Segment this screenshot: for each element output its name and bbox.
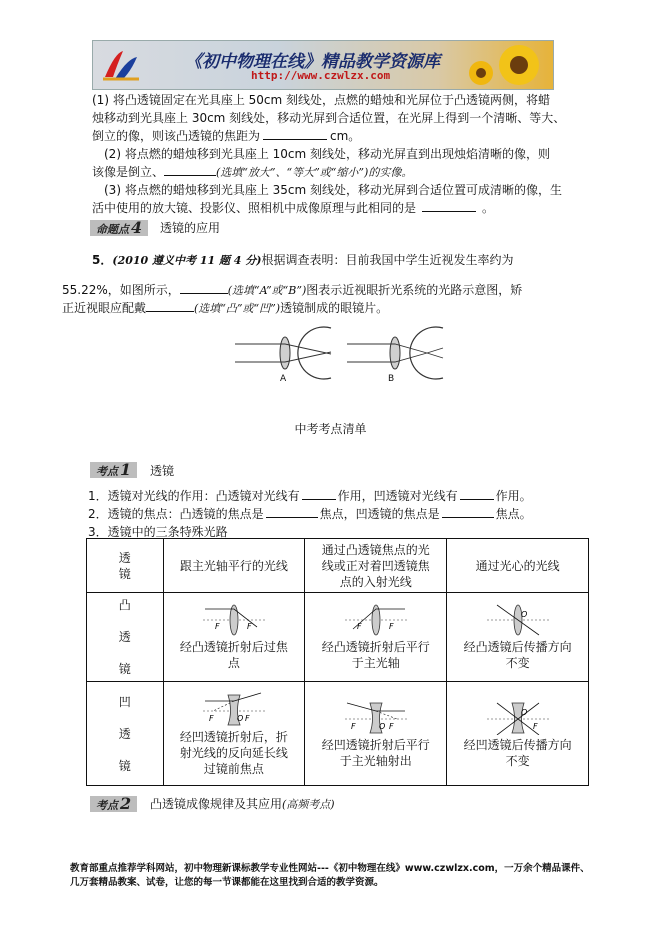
exp-p1-text: 倒立的像，则该凸透镜的焦距为: [92, 129, 261, 143]
focus-letter-left: F: [208, 713, 214, 723]
answer-blank-myopia-diagram[interactable]: [180, 281, 228, 294]
kp1-item-1-text-c: 作用。: [495, 489, 532, 503]
table-row-concave: [87, 682, 589, 786]
key-point-2-tag: (高频考点): [282, 798, 335, 811]
concave-focal-ray-diagram: [345, 699, 407, 735]
exp-p3-end: 。: [482, 201, 495, 215]
concave-label-1: 凹: [118, 694, 131, 709]
concave-focal-cell: [305, 682, 447, 786]
focus-letter-right: F: [244, 713, 250, 723]
focus-letter-left: F: [350, 721, 356, 731]
question-5-hint2: (选填“凸”或“凹”): [194, 302, 281, 315]
center-letter: O: [520, 707, 527, 717]
topic-badge-number: 4: [131, 218, 143, 237]
banner-title: 《初中物理在线》精品教学资源库: [185, 52, 440, 72]
convex-parallel-ray-diagram: [203, 603, 265, 637]
exp-p3-line2: [92, 199, 494, 217]
banner-url[interactable]: http://www.czwlzx.com: [251, 69, 391, 82]
answer-blank-convex-focus[interactable]: [266, 505, 318, 518]
question-5-text3a: 正近视眼应配戴: [62, 301, 147, 315]
convex-center-ray-diagram: [487, 603, 549, 637]
footer-line-2: 几万套精品教案、试卷，让您的每一节课都能在这里找到合适的教学资源。: [70, 877, 384, 888]
answer-blank-lens-type[interactable]: [146, 299, 194, 312]
exp-p2-hint: (选填“放大”、“等大”或“缩小”)的实像。: [216, 166, 413, 179]
header-focal-ray-line-3: 点的入射光线: [339, 574, 412, 589]
convex-lens-label: [87, 593, 164, 682]
concave-focal-desc-1: 经凹透镜折射后平行: [321, 737, 430, 752]
concave-center-desc-1: 经凹透镜后传播方向: [463, 737, 572, 752]
convex-center-desc-1: 经凸透镜后传播方向: [463, 640, 572, 654]
concave-parallel-desc-1: 经凹透镜折射后，折: [179, 729, 288, 744]
header-center-ray: 通过光心的光线: [447, 539, 589, 593]
exp-p2-line2: [92, 163, 412, 182]
topic-4-title: 透镜的应用: [160, 221, 221, 235]
concave-center-ray-diagram: [487, 699, 549, 735]
header-banner: [92, 40, 554, 90]
concave-lens-label: [87, 682, 164, 786]
exp-p1-line1: (1) 将凸透镜固定在光具座上 50cm 刻线处，点燃的蜡烛和光屏位于凸透镜两侧，将蜡: [92, 93, 551, 107]
kp1-item-3: 3．透镜中的三条特殊光路: [88, 525, 228, 539]
convex-parallel-cell: [163, 593, 305, 682]
exp-p2-line1: (2) 将点燃的蜡烛移到光具座上 10cm 刻线处，移动光屏直到出现烛焰清晰的像，则: [104, 147, 551, 161]
kp1-item-1: [88, 487, 532, 505]
convex-label-1: 凸: [118, 598, 131, 612]
header-lens-cell: [87, 539, 164, 593]
convex-center-cell: [447, 593, 589, 682]
kp1-item-2-text-a: 2．透镜的焦点：凸透镜的焦点是: [88, 507, 264, 521]
concave-center-cell: [447, 682, 589, 786]
answer-blank-image-size[interactable]: [164, 163, 216, 176]
kp1-item-2-text-c: 焦点。: [495, 507, 532, 521]
header-focal-ray-line-2: 线或正对着凹透镜焦: [321, 558, 430, 573]
key-point-2-title: [150, 795, 335, 814]
exp-p1-end: cm。: [330, 129, 361, 143]
convex-focal-desc-1: 经凸透镜折射后平行: [321, 640, 430, 654]
key-point-badge-2: [90, 796, 137, 812]
topic-badge-4: [90, 220, 148, 236]
question-source: (2010 遵义中考 11 题 4 分): [112, 254, 262, 267]
header-lens-text-2: 镜: [118, 566, 131, 581]
answer-blank-concave-focus[interactable]: [442, 505, 494, 518]
key-point-number: 2: [120, 794, 132, 813]
question-5-text2a: 55.22%，如图所示，: [62, 283, 180, 297]
exp-p3-line1: (3) 将点燃的蜡烛移到光具座上 35cm 刻线处，移动光屏到合适位置可成清晰的像，生: [104, 183, 563, 197]
focus-letter-right: F: [388, 622, 394, 631]
convex-focal-cell: [305, 593, 447, 682]
table-header-row: [87, 539, 589, 593]
center-letter: O: [236, 713, 244, 723]
page-footer: [70, 862, 590, 890]
convex-label-3: 镜: [118, 662, 131, 676]
question-5-text3b: 透镜制成的眼镜片。: [280, 301, 389, 315]
answer-blank-application[interactable]: [422, 199, 476, 212]
convex-parallel-desc-1: 经凸透镜折射后过焦: [179, 640, 288, 654]
question-5-text1: 根据调查表明：目前我国中学生近视发生率约为: [261, 253, 514, 267]
concave-label-3: 镜: [118, 758, 131, 773]
section-title: 中考考点清单: [294, 422, 367, 436]
footer-line-1: 教育部重点推荐学科网站，初中物理新课标教学专业性网站---《初中物理在线》www.czwlzx.com，一万余个精品课件、: [70, 863, 590, 874]
concave-parallel-desc-3: 过镜前焦点: [203, 761, 264, 776]
convex-center-desc-2: 不变: [505, 656, 530, 670]
kp1-item-2: [88, 505, 532, 523]
header-focal-ray: [305, 539, 447, 593]
convex-label-2: 透: [118, 630, 131, 644]
diagram-label-b: B: [388, 374, 395, 384]
convex-focal-desc-2: 于主光轴: [351, 656, 400, 670]
question-number: 5．: [92, 253, 113, 267]
concave-parallel-ray-diagram: [203, 691, 265, 727]
concave-center-desc-2: 不变: [505, 753, 530, 768]
topic-badge-label: 命题点: [96, 223, 129, 236]
answer-blank-convex-effect[interactable]: [302, 487, 336, 500]
convex-focal-ray-diagram: [345, 603, 407, 637]
answer-blank-focal-length[interactable]: [263, 127, 327, 140]
header-lens-text-1: 透: [118, 550, 131, 565]
key-point-label: 考点: [96, 799, 118, 812]
question-5-line3: [62, 299, 388, 318]
focus-letter-left: F: [356, 622, 362, 631]
key-point-2-text: 凸透镜成像规律及其应用: [150, 797, 283, 811]
question-5-text2b: 图表示近视眼折光系统的光路示意图，矫: [306, 283, 523, 297]
exp-p1-line3: [92, 127, 360, 145]
focus-letter-right: F: [532, 721, 538, 731]
key-point-number: 1: [120, 460, 132, 479]
answer-blank-concave-effect[interactable]: [460, 487, 494, 500]
focus-letter-left: F: [214, 622, 220, 631]
key-point-label: 考点: [96, 465, 118, 478]
question-5-line1: [92, 251, 514, 270]
exp-p3-text: 活中使用的放大镜、投影仪、照相机中成像原理与此相同的是: [92, 201, 417, 215]
sunflower-icon: [459, 43, 549, 87]
center-letter: O: [520, 610, 527, 619]
table-row-convex: [87, 593, 589, 682]
focus-letter-right: F: [246, 622, 252, 631]
concave-parallel-cell: [163, 682, 305, 786]
kp1-item-2-text-b: 焦点，凹透镜的焦点是: [319, 507, 440, 521]
question-5-hint1: (选填“A”或“B”): [227, 284, 307, 297]
eye-diagrams: [235, 322, 455, 384]
exp-p2-text: 该像是倒立、: [92, 165, 165, 179]
header-parallel-ray: 跟主光轴平行的光线: [163, 539, 305, 593]
key-point-1-title: 透镜: [150, 464, 175, 478]
site-logo-icon: [101, 47, 141, 83]
center-letter: O: [378, 721, 386, 731]
diagram-label-a: A: [280, 374, 287, 384]
header-focal-ray-line-1: 通过凸透镜焦点的光: [321, 542, 430, 557]
concave-label-2: 透: [118, 726, 131, 741]
exp-p1-line2: 烛移动到光具座上 30cm 刻线处，移动光屏到合适位置，在光屏上得到一个清晰、等大、: [92, 111, 566, 125]
kp1-item-1-text-a: 1．透镜对光线的作用：凸透镜对光线有: [88, 489, 300, 503]
concave-parallel-desc-2: 射光线的反向延长线: [179, 745, 288, 760]
lens-ray-table: [86, 538, 589, 786]
focus-letter-right: F: [388, 721, 394, 731]
concave-focal-desc-2: 于主光轴射出: [339, 753, 412, 768]
question-5-line2: [62, 281, 522, 300]
convex-parallel-desc-2: 点: [227, 656, 240, 670]
eye-diagram-b: [347, 327, 443, 379]
eye-diagram-a: [235, 327, 331, 379]
kp1-item-1-text-b: 作用，凹透镜对光线有: [337, 489, 458, 503]
key-point-badge-1: [90, 462, 137, 478]
